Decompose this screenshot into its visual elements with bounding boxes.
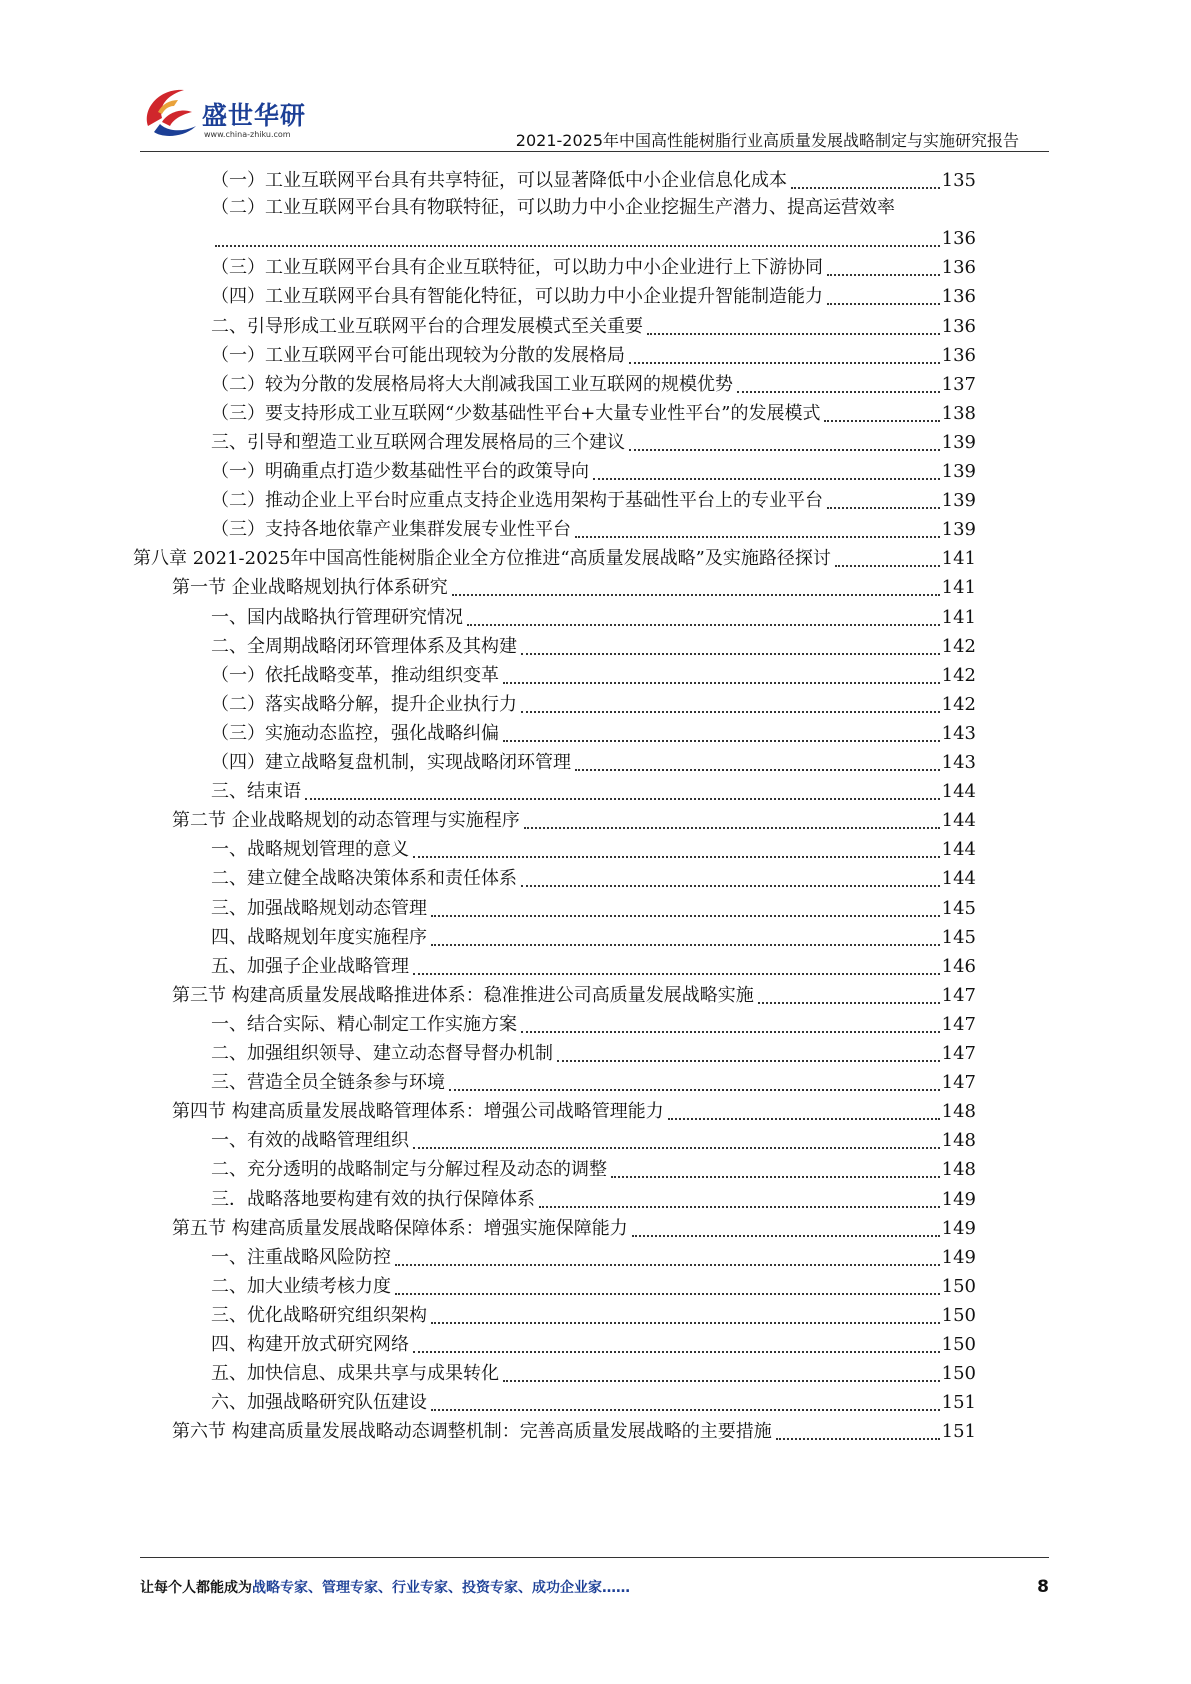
toc-page-number: 151 [941,1421,976,1443]
toc-leader [305,784,940,800]
toc-entry-text: 二、充分透明的战略制定与分解过程及动态的调整 [211,1159,607,1181]
logo-name: 盛世华研 [202,101,307,130]
toc-entry-text: （二）工业互联网平台具有物联特征，可以助力中小企业挖掘生产潜力、提高运营效率 [211,197,895,219]
toc-entry-text: （二）推动企业上平台时应重点支持企业选用架构于基础性平台上的专业平台 [211,490,823,512]
toc-entry-text: （三）工业互联网平台具有企业互联特征，可以助力中小企业进行上下游协同 [211,257,823,279]
toc-entry-text: 三、引导和塑造工业互联网合理发展格局的三个建议 [211,431,625,453]
toc-page-number: 142 [941,635,976,657]
toc-leader [521,639,940,655]
toc-leader [632,1221,940,1237]
toc-page-number: 150 [941,1334,976,1355]
toc-leader [611,1162,940,1178]
toc-entry-text: 四、战略规划年度实施程序 [211,926,427,948]
toc-entry-text: 二、引导形成工业互联网平台的合理发展模式至关重要 [211,315,643,337]
toc-entry[interactable] [211,1004,976,1036]
toc-page-number: 144 [941,781,976,803]
toc-entry-text: （四）工业互联网平台具有智能化特征，可以助力中小企业提升智能制造能力 [211,286,823,308]
toc-entry[interactable] [172,1411,976,1443]
toc-entry-text: 二、加强组织领导、建立动态督导督办机制 [211,1043,553,1064]
toc-entry-text: 六、加强战略研究队伍建设 [211,1392,427,1414]
toc-page-number: 139 [941,490,976,512]
toc-page-number: 150 [941,1363,976,1385]
toc-entry[interactable] [211,1179,976,1211]
toc-page-number: 150 [941,1304,976,1326]
toc-leader [776,1424,940,1440]
page-header [0,0,1191,150]
toc-entry-text: 三、结束语 [211,781,301,803]
toc-entry-text: 二、全周期战略闭环管理体系及其构建 [211,635,517,657]
toc-leader [503,1366,940,1382]
toc-entry-text: 第一节 企业战略规划执行体系研究 [172,577,448,599]
toc-page-number: 144 [941,839,976,861]
toc-entry[interactable] [211,364,976,396]
toc-page-number: 148 [941,1130,976,1152]
toc-leader [824,406,939,422]
toc-entry[interactable] [211,858,976,890]
toc-entry-text: 三、营造全员全链条参与环境 [211,1072,445,1094]
toc-leader [413,842,940,858]
toc-entry[interactable] [211,684,976,716]
toc-leader [791,173,940,189]
toc-leader [431,901,940,917]
toc-leader [431,1308,940,1324]
toc-entry[interactable] [211,917,976,949]
toc-entry-text: 第四节 构建高质量发展战略管理体系：增强公司战略管理能力 [172,1101,664,1123]
toc-page-number: 148 [941,1101,976,1123]
toc-entry[interactable] [211,597,976,629]
toc-entry-text: （一）工业互联网平台可能出现较为分散的发展格局 [211,344,625,366]
toc-entry[interactable] [211,1324,976,1356]
toc-page-number: 138 [941,402,976,424]
toc-page-number: 137 [941,373,976,395]
toc-entry[interactable] [211,422,976,454]
toc-page-number: 150 [941,1275,976,1297]
toc-leader [413,1337,940,1353]
toc-page-number: 143 [941,752,976,773]
toc-leader [521,1017,940,1033]
toc-entry-text: 五、加快信息、成果共享与成果转化 [211,1363,499,1385]
toc-entry-text: 一、有效的战略管理组织 [211,1130,409,1152]
toc-entry[interactable] [211,655,976,687]
toc-leader [431,1395,940,1411]
toc-page-number: 136 [941,286,976,308]
toc-leader [647,319,940,335]
toc-entry-text: 一、注重战略风险防控 [211,1246,391,1268]
toc-entry[interactable] [172,1208,976,1240]
toc-leader [503,668,940,684]
toc-entry-continuation[interactable] [211,218,976,250]
toc-entry[interactable] [211,480,976,512]
toc-entry-text: （二）落实战略分解，提升企业执行力 [211,693,517,715]
toc-page-number: 145 [941,897,976,919]
toc-entry[interactable] [211,1062,976,1094]
toc-leader [557,1046,940,1062]
footer-divider [140,1557,1049,1558]
toc-page-number: 149 [941,1246,976,1268]
toc-page-number: 149 [941,1217,976,1239]
toc-page-number: 145 [941,926,976,948]
toc-page-number: 136 [941,315,976,337]
toc-page-number: 147 [941,984,976,1006]
toc-entry[interactable] [172,1091,976,1123]
toc-page-number: 139 [941,461,976,482]
toc-leader [629,435,940,451]
toc-entry[interactable] [211,742,976,774]
toc-entry[interactable] [211,276,976,308]
toc-leader [629,348,940,364]
toc-page-number: 147 [941,1043,976,1064]
toc-page-number: 142 [941,664,976,686]
toc-page-number: 139 [941,431,976,453]
toc-entry-text: 一、结合实际、精心制定工作实施方案 [211,1013,517,1035]
toc-page-number: 148 [941,1159,976,1181]
toc-entry[interactable] [211,1295,976,1327]
toc-entry-text: 第六节 构建高质量发展战略动态调整机制：完善高质量发展战略的主要措施 [172,1421,772,1443]
toc-leader [521,871,940,887]
toc-entry-text: 三、加强战略规划动态管理 [211,897,427,919]
toc-page-number: 141 [941,548,976,570]
toc-page-number: 149 [941,1188,976,1210]
toc-page-number: 141 [941,577,976,599]
toc-leader [521,697,940,713]
toc-entry-text: （一）工业互联网平台具有共享特征，可以显著降低中小企业信息化成本 [211,170,787,191]
toc-page-number: 135 [941,170,976,191]
footer-slogan-highlight: 战略专家、管理专家、行业专家、投资专家、成功企业家…… [252,1580,630,1596]
report-title: 2021-2025年中国高性能树脂行业高质量发展战略制定与实施研究报告 [515,131,1019,150]
toc-entry-text: （四）建立战略复盘机制，实现战略闭环管理 [211,752,571,773]
toc-entry-text: 第八章 2021-2025年中国高性能树脂企业全方位推进“高质量发展战略”及实施路径探讨 [133,548,831,570]
toc-leader [467,610,940,626]
toc-entry[interactable] [211,1149,976,1181]
toc-entry[interactable] [211,1120,976,1152]
toc-entry[interactable] [211,1353,976,1385]
toc-leader [503,726,940,742]
toc-entry-text: 第二节 企业战略规划的动态管理与实施程序 [172,810,520,832]
toc-page-number: 141 [941,606,976,628]
toc-leader [452,580,940,596]
toc-entry[interactable] [211,771,976,803]
toc-leader [737,377,940,393]
toc-page-number: 136 [941,228,976,250]
toc-leader [413,959,940,975]
toc-entry[interactable] [211,1033,976,1065]
toc-entry[interactable] [211,335,976,367]
toc-entry-text: 二、加大业绩考核力度 [211,1275,391,1297]
toc-page-number: 143 [941,722,976,744]
toc-leader [395,1250,940,1266]
toc-entry-text: 第五节 构建高质量发展战略保障体系：增强实施保障能力 [172,1217,628,1239]
toc-entry-text: 四、构建开放式研究网络 [211,1334,409,1355]
toc-page-number: 146 [941,955,976,977]
footer-slogan-lead: 让每个人都能成为 [140,1580,252,1596]
toc-entry[interactable] [211,509,976,541]
logo-url: www.china-zhiku.com [204,130,291,139]
toc-entry[interactable] [211,393,976,425]
toc-entry[interactable] [211,247,976,279]
toc-entry[interactable] [133,538,976,570]
toc-entry-text: 三、优化战略研究组织架构 [211,1304,427,1326]
toc-leader [395,1279,940,1295]
toc-entry[interactable] [211,1266,976,1298]
toc-page-number: 144 [941,810,976,832]
toc-leader [575,522,940,538]
toc-entry[interactable] [211,946,976,978]
page-footer [140,1577,1049,1603]
toc-page-number: 144 [941,868,976,890]
toc-leader [593,464,940,480]
toc-page-number: 136 [941,257,976,279]
toc-entry[interactable] [211,626,976,658]
toc-entry[interactable] [211,306,976,338]
toc-entry-text: （三）实施动态监控，强化战略纠偏 [211,722,499,744]
toc-leader [449,1075,940,1091]
toc-entry[interactable] [172,567,976,599]
toc-leader [215,231,940,247]
toc-entry-text: （一）明确重点打造少数基础性平台的政策导向 [211,461,589,482]
toc-leader [827,260,940,276]
toc-page-number: 147 [941,1072,976,1094]
toc-entry-text: （三）支持各地依靠产业集群发展专业性平台 [211,519,571,541]
logo-swirl-icon [140,82,202,144]
toc-leader [575,755,940,771]
toc-page-number: 151 [941,1392,976,1414]
toc-entry[interactable] [211,160,976,192]
toc-page-number: 139 [941,519,976,541]
toc-leader [431,930,940,946]
toc-entry[interactable] [211,829,976,861]
toc-entry[interactable] [211,1237,976,1269]
page-number: 8 [1037,1577,1049,1597]
toc-entry-text: （三）要支持形成工业互联网“少数基础性平台+大量专业性平台”的发展模式 [211,402,821,424]
toc-entry-text: （一）依托战略变革，推动组织变革 [211,664,499,686]
toc-entry-text: 一、国内战略执行管理研究情况 [211,606,463,628]
toc-page-number: 136 [941,344,976,366]
toc-leader [668,1104,940,1120]
toc-entry[interactable] [211,888,976,920]
toc-leader [413,1133,940,1149]
toc-entry-text: 第三节 构建高质量发展战略推进体系：稳准推进公司高质量发展战略实施 [172,984,754,1006]
toc-page-number: 142 [941,693,976,715]
toc-entry-text: 二、建立健全战略决策体系和责任体系 [211,868,517,890]
toc-leader [827,289,940,305]
toc-entry[interactable] [211,1382,976,1414]
toc-leader [539,1192,940,1208]
header-divider [140,151,1049,152]
toc-entry[interactable] [211,451,976,483]
toc-entry-text: （二）较为分散的发展格局将大大削减我国工业互联网的规模优势 [211,373,733,395]
toc-entry-text: 三．战略落地要构建有效的执行保障体系 [211,1188,535,1210]
toc-entry[interactable] [172,975,976,1007]
toc-entry-text: 五、加强子企业战略管理 [211,955,409,977]
toc-leader [827,493,940,509]
toc-leader [524,813,940,829]
toc-entry[interactable] [211,713,976,745]
toc-page-number: 147 [941,1013,976,1035]
toc-entry[interactable] [172,800,976,832]
toc-leader [758,988,940,1004]
company-logo [140,82,310,152]
toc-entry-text: 一、战略规划管理的意义 [211,839,409,861]
toc-leader [835,551,940,567]
